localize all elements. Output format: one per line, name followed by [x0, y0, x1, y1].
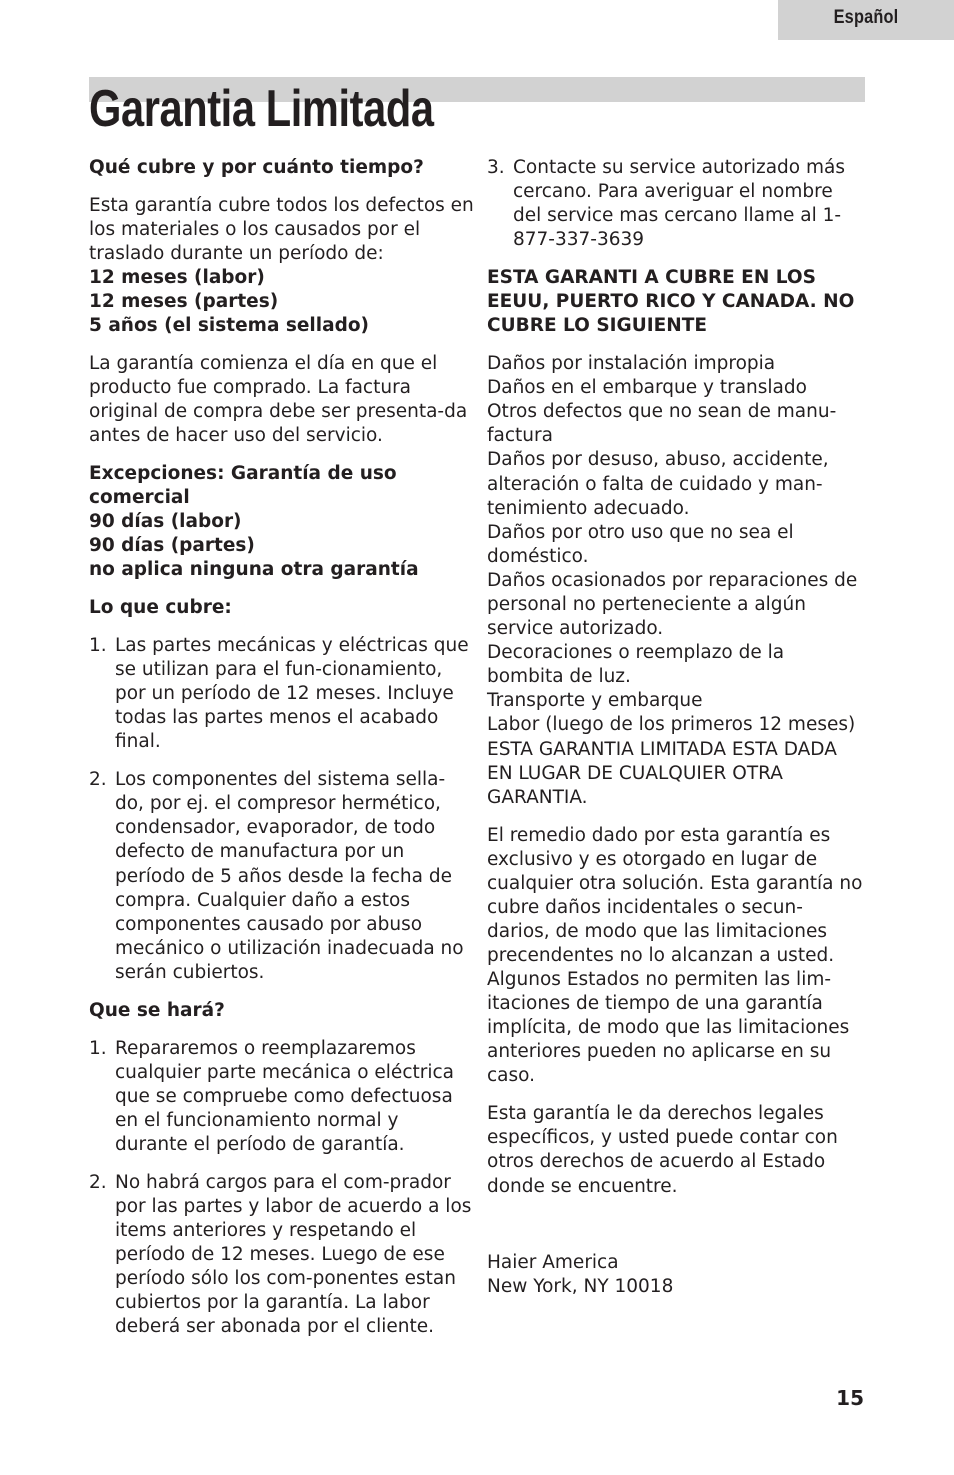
list-item [89, 1037, 474, 1157]
coverage-section [89, 194, 474, 339]
page-title: Garantia Limitada [89, 80, 434, 138]
exclusions-heading: ESTA GARANTI A CUBRE EN LOS EEUU, PUERTO RICO Y CANADA. NO CUBRE LO SIGUIENTE [487, 267, 855, 337]
exclusion-item: ESTA GARANTIA LIMITADA ESTA DADA EN LUGAR DE CUALQUIER OTRA GARANTIA. [487, 738, 837, 808]
exception-line: Excepciones: Garantía de uso comercial [89, 463, 397, 509]
exclusion-item: Daños por desuso, abuso, accidente, alteración o falta de cuidado y man-tenimiento adecuado. [487, 449, 829, 519]
right-column [487, 156, 865, 1312]
coverage-text: Esta garantía cubre todos los defectos en los materiales o los causados por el traslado durante un período de: [89, 194, 474, 264]
list-number: 2. [89, 1171, 107, 1193]
list-item [89, 1171, 474, 1340]
start-text: La garantía comienza el día en que el producto fue comprado. La factura original de compra debe ser presenta-da antes de hacer uso del servicio. [89, 353, 468, 447]
language-tab [778, 0, 954, 40]
exclusion-item: Daños ocasionados por reparaciones de personal no perteneciente a algún service autorizado. [487, 569, 858, 640]
list-number: 2. [89, 769, 107, 791]
exclusions-list [487, 352, 865, 810]
language-tab-label: Español [833, 7, 899, 28]
exclusion-item: Transporte y embarque [487, 690, 703, 712]
exception-line: 90 días (labor) [89, 511, 242, 533]
coverage-term: 12 meses (partes) [89, 291, 279, 313]
exceptions-block [89, 462, 474, 582]
list-item [487, 156, 865, 252]
exclusion-item: Daños por otro uso que no sea el doméstico. [487, 521, 794, 567]
list-number: 1. [89, 1037, 107, 1059]
coverage-term: 12 meses (labor) [89, 267, 265, 289]
exclusion-item: Daños en el embarque y translado [487, 377, 807, 399]
covers-heading: Lo que cubre: [89, 597, 232, 619]
company-address [487, 1251, 865, 1299]
page-number: 15 [836, 1386, 864, 1410]
remedy-text: El remedio dado por esta garantía es exclusivo y es otorgado en lugar de cualquier otra solución. Esta garantía no cubre daños incidentales o secun-darios, de modo que las limitaciones precendentes no lo alcanzan a usted. Algunos Estados no permiten las lim-itaciones de tiempo de una garantía implícita, de modo que las limitaciones anteriores pueden no aplicarse en su caso. [487, 824, 863, 1087]
list-text: Contacte su service autorizado más cercano. Para averiguar el nombre del service mas cercano llame al 1-877-337-3639 [513, 157, 845, 251]
coverage-heading: Qué cubre y por cuánto tiempo? [89, 157, 424, 178]
list-item [89, 634, 474, 754]
exclusion-item: Daños por instalación impropia [487, 353, 776, 375]
list-text: No habrá cargos para el com-prador por las partes y labor de acuerdo a los items anteriores y respetando el período de 12 meses. Luego de ese período sólo los com-ponentes estan cubiertos por la garantía. La labor deberá ser abonada por el cliente. [115, 1171, 472, 1338]
what-heading: Que se hará? [89, 999, 225, 1021]
exception-line: no aplica ninguna otra garantía [89, 559, 419, 581]
list-text: Repararemos o reemplazaremos cualquier parte mecánica o eléctrica que se compruebe como defectuosa en el funcionamiento normal y durante el período de garantía. [115, 1037, 454, 1155]
exclusion-item: Labor (luego de los primeros 12 meses) [487, 714, 856, 736]
company-name: Haier America [487, 1251, 619, 1273]
list-number: 1. [89, 635, 107, 657]
coverage-term: 5 años (el sistema sellado) [89, 315, 370, 337]
left-column [89, 156, 474, 1353]
list-number: 3. [487, 157, 505, 178]
exception-line: 90 días (partes) [89, 535, 255, 557]
rights-text: Esta garantía le da derechos legales específicos, y usted puede contar con otros derechos de acuerdo al Estado donde se encuentre. [487, 1103, 838, 1197]
exclusion-item: Decoraciones o reemplazo de la bombita de luz. [487, 642, 785, 688]
list-text: Las partes mecánicas y eléctricas que se utilizan para el fun-cionamiento, por un período de 12 meses. Incluye todas las partes menos el acabado final. [115, 635, 469, 753]
company-city: New York, NY 10018 [487, 1275, 674, 1297]
list-item [89, 768, 474, 985]
exclusion-item: Otros defectos que no sean de manu-factura [487, 401, 837, 447]
list-text: Los componentes del sistema sella-do, por ej. el compresor hermético, condensador, evaporador, de todo defecto de manufactura por un período de 5 años desde la fecha de compra. Cualquier daño a estos componentes causado por abuso mecánico o utilización inadecuada no serán cubiertos. [115, 769, 464, 983]
